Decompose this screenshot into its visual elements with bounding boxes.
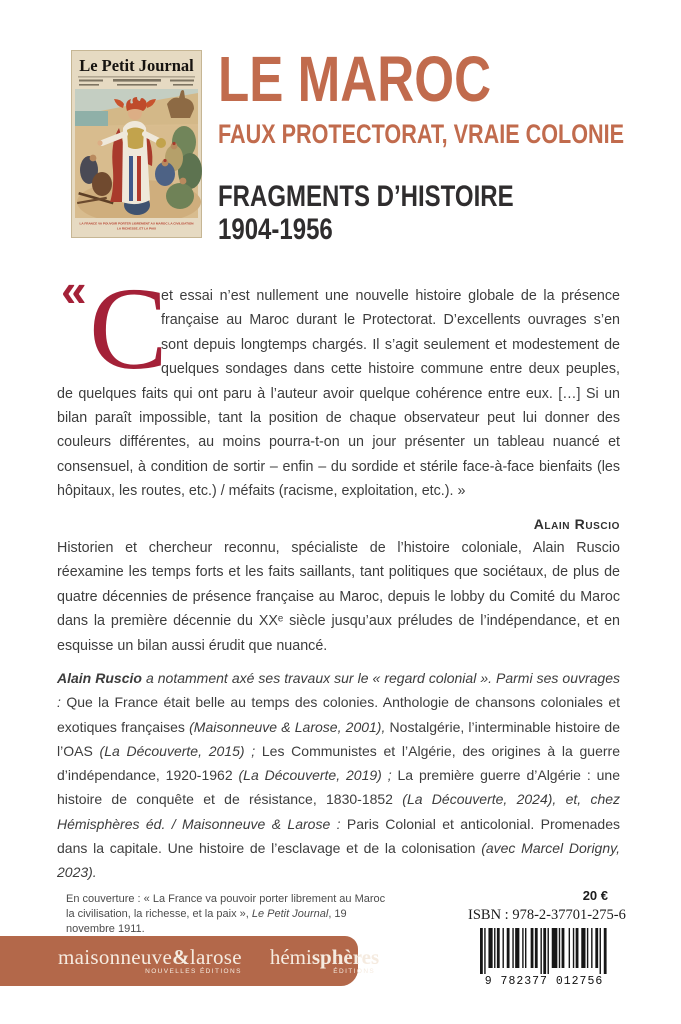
quote-text: et essai n’est nullement une nouvelle histoire globale de la présence française au Maroc durant le Protectorat. D’excellents ouvrages s’en sont depuis longtemps chargés. Il s’agit seulement et modestement de quelques sondages dans cette histoire commune entre deux peuples, de quelques faits qui ont paru à l’auteur avoir quelque cohérence entre eux. […] Si un bilan paraît impossible, tant la position de chaque observateur peut lui donner des couleurs différentes, au moins pourra-t-on un jour présenter un tableau nuancé et consensuel, à condition de sortir – enfin – du sordide et stérile face-à-face bienfaits (les hôpitaux, les routes, etc.) / méfaits (racisme, exploitation, etc.). » xyxy=(57,288,620,500)
author-signature: Alain Ruscio xyxy=(533,515,620,532)
marianne-illustration xyxy=(75,89,202,224)
ampersand: & xyxy=(172,945,190,969)
barcode-number: 9 782377 012756 xyxy=(484,975,604,988)
bio-segment: (avec Marcel Dorigny, 2023). xyxy=(57,840,620,881)
pull-quote xyxy=(57,263,620,532)
barcode-svg xyxy=(480,928,608,974)
magazine-masthead: Le Petit Journal xyxy=(79,56,194,75)
bio-segment: (Maisonneuve & Larose, 2001), xyxy=(189,718,390,735)
bio-segment: (La Découverte, 2015) ; xyxy=(99,742,262,759)
isbn-label: ISBN : 978-2-37701-275-6 xyxy=(468,907,626,923)
barcode xyxy=(480,928,608,988)
h-subline: ÉDITIONS xyxy=(333,968,376,975)
bio-segment: a notamment axé ses travaux sur le « regard colonial ». Parmi ses ouvrages : xyxy=(57,670,621,711)
series-years: 1904-1956 xyxy=(218,213,333,246)
bio-segment: Les Communistes et l’Algérie, des origines à la guerre d’indépendance, 1920-1962 xyxy=(57,742,620,784)
cover-credit xyxy=(66,892,396,937)
sales-info xyxy=(468,888,626,988)
cover-thumbnail-image xyxy=(71,50,202,238)
opening-guillemet: « xyxy=(61,264,87,316)
author-bio xyxy=(57,666,620,885)
cover-thumbnail xyxy=(71,50,202,238)
hemispheres-logo xyxy=(270,947,379,975)
credit-date: , 19 novembre 1911. xyxy=(66,908,347,935)
maisonneuve-larose-logo xyxy=(58,947,242,975)
ml-word1: maisonneuve xyxy=(58,945,173,969)
bio-segment: Nostalgérie, l’interminable histoire de l’OAS xyxy=(57,718,620,759)
ml-subline: NOUVELLES ÉDITIONS xyxy=(145,968,242,975)
series-block xyxy=(218,180,624,246)
bio-segment: Que la France était belle au temps des colonies. Anthologie de chansons coloniales et exotiques françaises xyxy=(57,694,620,735)
description-paragraph: Historien et chercheur reconnu, spécialiste de l’histoire coloniale, Alain Ruscio réexamine les temps forts et les faits saillants, tant politiques que sociétaux, de plus de quatre décennies de présence française au Maroc, depuis le lobby du Comité du Maroc dans la première décennie du XXᵉ siècle jusqu’aux préludes de l’indépendance, et en esquisse un bilan aussi érudit que nuancé. xyxy=(57,540,620,654)
dropcap-letter: C xyxy=(89,263,168,394)
credit-journal-name: Le Petit Journal xyxy=(251,908,329,920)
page-subtitle: FAUX PROTECTORAT, VRAIE COLONIE xyxy=(218,119,625,149)
credit-text: En couverture : « La France va pouvoir porter librement au Maroc la civilisation, la richesse, et la paix », xyxy=(66,893,386,920)
series-title: FRAGMENTS D’HISTOIRE xyxy=(218,180,514,213)
bio-segment: (La Découverte, 2019) ; xyxy=(238,767,398,784)
bio-segment: La première guerre d’Algérie : une histoire de conquête et de résistance, 1830-1852 xyxy=(57,767,620,808)
dropcap-block xyxy=(57,263,168,394)
cover-caption-line1: LA FRANCE VA POUVOIR PORTER LIBREMENT AU MAROC LA CIVILISATION xyxy=(79,221,194,226)
bio-segment: (La Découverte, 2024), et, chez Hémisphères éd. / Maisonneuve & Larose : xyxy=(57,791,621,832)
bio-segment: Paris Colonial et anticolonial. Promenades dans la capitale. Une histoire de l’esclavage et de la colonisation xyxy=(57,815,620,857)
h-light: hémi xyxy=(269,945,312,969)
price-label: 20 € xyxy=(582,888,608,903)
cover-caption-line2: LA RICHESSE, ET LA PAIX xyxy=(116,226,157,231)
page-title: LE MAROC xyxy=(218,43,492,115)
ml-word2: larose xyxy=(189,945,242,969)
bio-segment: Alain Ruscio xyxy=(57,670,146,686)
publisher-band xyxy=(0,936,380,986)
title-block xyxy=(218,43,681,246)
h-bold: sphères xyxy=(311,945,380,969)
